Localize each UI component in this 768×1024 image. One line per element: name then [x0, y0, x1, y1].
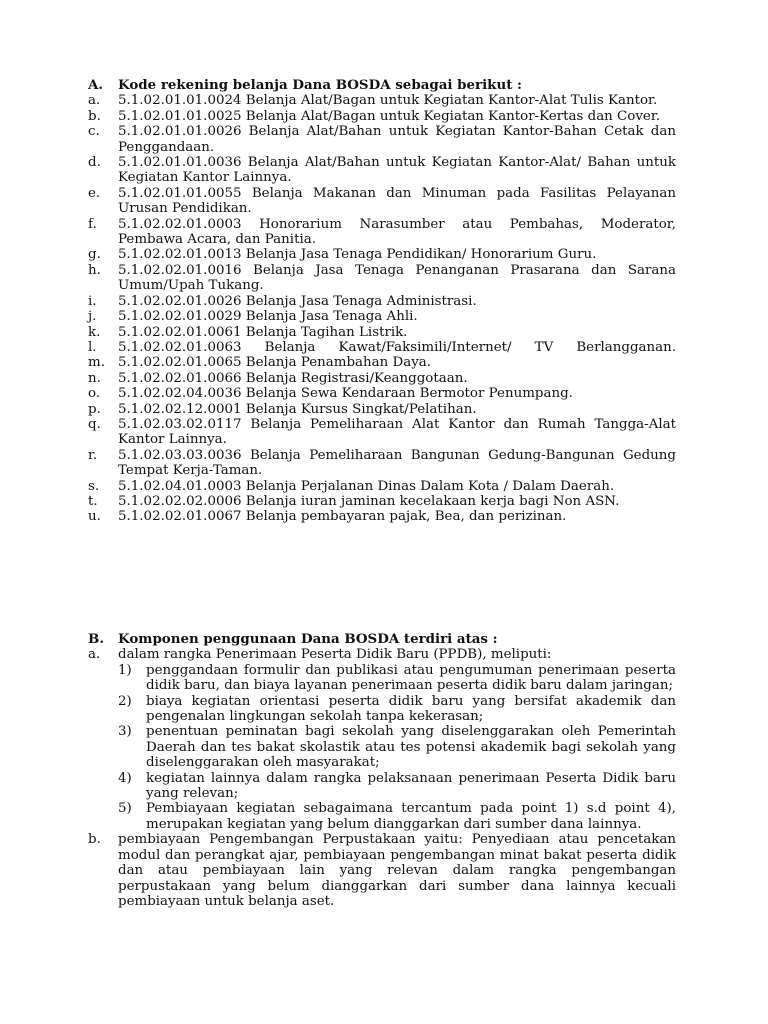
- list-marker: r.: [88, 447, 98, 463]
- list-item-ppdb: [88, 647, 676, 832]
- section-b-heading: [88, 632, 676, 647]
- list-item-text: 5.1.02.03.03.0036 Belanja Pemeliharaan Bangunan Gedung-Bangunan Gedung Tempat Kerja-Taman.: [118, 447, 676, 479]
- sublist-item-text: kegiatan lainnya dalam rangka pelaksanaan penerimaan Peserta Didik baru yang relevan;: [146, 770, 676, 802]
- list-marker: i.: [88, 293, 97, 309]
- section-b-title: Komponen penggunaan Dana BOSDA terdiri atas :: [118, 631, 498, 647]
- list-marker: t.: [88, 493, 98, 509]
- list-item-text: 5.1.02.04.01.0003 Belanja Perjalanan Dinas Dalam Kota / Dalam Daerah.: [118, 478, 615, 494]
- list-item: [88, 479, 676, 494]
- sublist-marker: 3): [118, 724, 132, 740]
- list-item-text: 5.1.02.02.01.0016 Belanja Jasa Tenaga Penanganan Prasarana dan Sarana Umum/Upah Tukang.: [118, 262, 676, 294]
- list-marker: q.: [88, 416, 101, 432]
- list-marker: o.: [88, 386, 101, 402]
- list-item-text: 5.1.02.02.01.0013 Belanja Jasa Tenaga Pendidikan/ Honorarium Guru.: [118, 247, 597, 263]
- list-item-text: 5.1.02.02.01.0067 Belanja pembayaran pajak, Bea, dan perizinan.: [118, 509, 567, 525]
- list-item-text: 5.1.02.02.12.0001 Belanja Kursus Singkat/Pelatihan.: [118, 401, 477, 417]
- list-marker: s.: [88, 478, 100, 494]
- list-item-text: 5.1.02.02.01.0066 Belanja Registrasi/Keanggotaan.: [118, 370, 468, 386]
- list-marker: c.: [88, 124, 100, 140]
- component-list: [88, 647, 676, 909]
- sublist-item: [118, 694, 676, 725]
- sublist-marker: 5): [118, 801, 132, 817]
- sublist-item-text: biaya kegiatan orientasi peserta didik baru yang bersifat akademik dan pengenalan lingkungan sekolah tanpa kekerasan;: [146, 693, 676, 725]
- sublist-marker: 2): [118, 693, 132, 709]
- list-item: [88, 509, 676, 524]
- list-item: [88, 247, 676, 262]
- list-item-perpustakaan: [88, 832, 676, 909]
- list-item: [88, 186, 676, 217]
- list-marker: n.: [88, 370, 101, 386]
- list-item: [88, 93, 676, 108]
- list-item-text: 5.1.02.01.01.0025 Belanja Alat/Bagan untuk Kegiatan Kantor-Kertas dan Cover.: [118, 108, 661, 124]
- list-item: [88, 448, 676, 479]
- sublist-marker: 1): [118, 662, 132, 678]
- sublist-item: [118, 771, 676, 802]
- list-item-text: 5.1.02.03.02.0117 Belanja Pemeliharaan Alat Kantor dan Rumah Tangga-Alat Kantor Lainnya.: [118, 416, 676, 448]
- list-marker: l.: [88, 339, 97, 355]
- list-marker: f.: [88, 216, 97, 232]
- list-marker: e.: [88, 185, 101, 201]
- list-marker: b.: [88, 832, 101, 848]
- list-item: [88, 263, 676, 294]
- list-marker: d.: [88, 155, 101, 171]
- list-item: [88, 109, 676, 124]
- list-marker: h.: [88, 262, 101, 278]
- list-item-text: 5.1.02.02.01.0003 Honorarium Narasumber atau Pembahas, Moderator, Pembawa Acara, dan Panitia.: [118, 216, 676, 248]
- list-item: [88, 417, 676, 448]
- sublist-item: [118, 724, 676, 770]
- list-marker: a.: [88, 93, 101, 109]
- list-item: [88, 325, 676, 340]
- list-item: [88, 124, 676, 155]
- list-item-text: pembiayaan Pengembangan Perpustakaan yaitu: Penyediaan atau pencetakan modul dan perangkat ajar, pembiayaan pengembangan minat bakat peserta didik dan atau pembiayaan lain yang relevan dalam rangka pengembangan perpustakaan yang belum dianggarkan dari sumber dana lainnya kecuali pembiayaan untuk belanja aset.: [118, 832, 676, 909]
- list-item-text: 5.1.02.02.01.0026 Belanja Jasa Tenaga Administrasi.: [118, 293, 477, 309]
- list-item-text: 5.1.02.01.01.0026 Belanja Alat/Bahan untuk Kegiatan Kantor-Bahan Cetak dan Penggandaan.: [118, 124, 676, 155]
- list-item-text: 5.1.02.02.02.0006 Belanja iuran jaminan kecelakaan kerja bagi Non ASN.: [118, 493, 620, 509]
- sublist-marker: 4): [118, 770, 132, 786]
- ppdb-sublist: [118, 663, 676, 832]
- sublist-item-text: Pembiayaan kegiatan sebagaimana tercantum pada point 1) s.d point 4), merupakan kegiatan yang belum dianggarkan dari sumber dana lainnya.: [146, 801, 676, 832]
- section-b: [88, 632, 676, 909]
- list-item-text: 5.1.02.02.01.0061 Belanja Tagihan Listrik.: [118, 324, 408, 340]
- list-item: [88, 309, 676, 324]
- sublist-item: [118, 663, 676, 694]
- list-marker: p.: [88, 401, 101, 417]
- list-item: [88, 340, 676, 355]
- list-item-text: 5.1.02.01.01.0036 Belanja Alat/Bahan untuk Kegiatan Kantor-Alat/ Bahan untuk Kegiatan Kantor Lainnya.: [118, 155, 676, 186]
- section-a-title: Kode rekening belanja Dana BOSDA sebagai berikut :: [118, 77, 522, 93]
- list-item: [88, 371, 676, 386]
- section-a-heading: [88, 78, 676, 93]
- list-item-text: 5.1.02.02.04.0036 Belanja Sewa Kendaraan Bermotor Penumpang.: [118, 386, 573, 402]
- list-marker: k.: [88, 324, 101, 340]
- list-item: [88, 355, 676, 370]
- sublist-item-text: penggandaan formulir dan publikasi atau pengumuman penerimaan peserta didik baru, dan biaya layanan penerimaan peserta didik baru dalam jaringan;: [146, 662, 676, 694]
- section-b-letter: B.: [88, 631, 104, 647]
- account-code-list: [88, 93, 676, 524]
- list-marker: m.: [88, 355, 105, 371]
- sublist-item-text: penentuan peminatan bagi sekolah yang diselenggarakan oleh Pemerintah Daerah dan tes bakat skolastik atau tes potensi akademik bagi sekolah yang diselenggarakan oleh masyarakat;: [146, 724, 676, 771]
- list-item-text: 5.1.02.02.01.0063 Belanja Kawat/Faksimili/Internet/ TV Berlangganan.: [118, 339, 676, 355]
- list-item-text: dalam rangka Penerimaan Peserta Didik Baru (PPDB), meliputi:: [118, 647, 552, 663]
- section-a-letter: A.: [88, 77, 104, 93]
- list-item-text: 5.1.02.02.01.0065 Belanja Penambahan Daya.: [118, 355, 432, 371]
- list-item-text: 5.1.02.02.01.0029 Belanja Jasa Tenaga Ahli.: [118, 309, 418, 325]
- list-marker: a.: [88, 647, 101, 663]
- list-item-text: 5.1.02.01.01.0024 Belanja Alat/Bagan untuk Kegiatan Kantor-Alat Tulis Kantor.: [118, 93, 658, 109]
- list-marker: u.: [88, 509, 101, 525]
- sublist-item: [118, 801, 676, 832]
- list-marker: j.: [88, 309, 97, 325]
- list-item: [88, 494, 676, 509]
- section-a: [88, 78, 676, 525]
- list-item: [88, 294, 676, 309]
- list-item: [88, 155, 676, 186]
- list-item: [88, 217, 676, 248]
- list-item-text: 5.1.02.01.01.0055 Belanja Makanan dan Minuman pada Fasilitas Pelayanan Urusan Pendidikan.: [118, 185, 676, 217]
- list-item: [88, 386, 676, 401]
- list-marker: b.: [88, 108, 101, 124]
- list-item: [88, 402, 676, 417]
- list-marker: g.: [88, 247, 101, 263]
